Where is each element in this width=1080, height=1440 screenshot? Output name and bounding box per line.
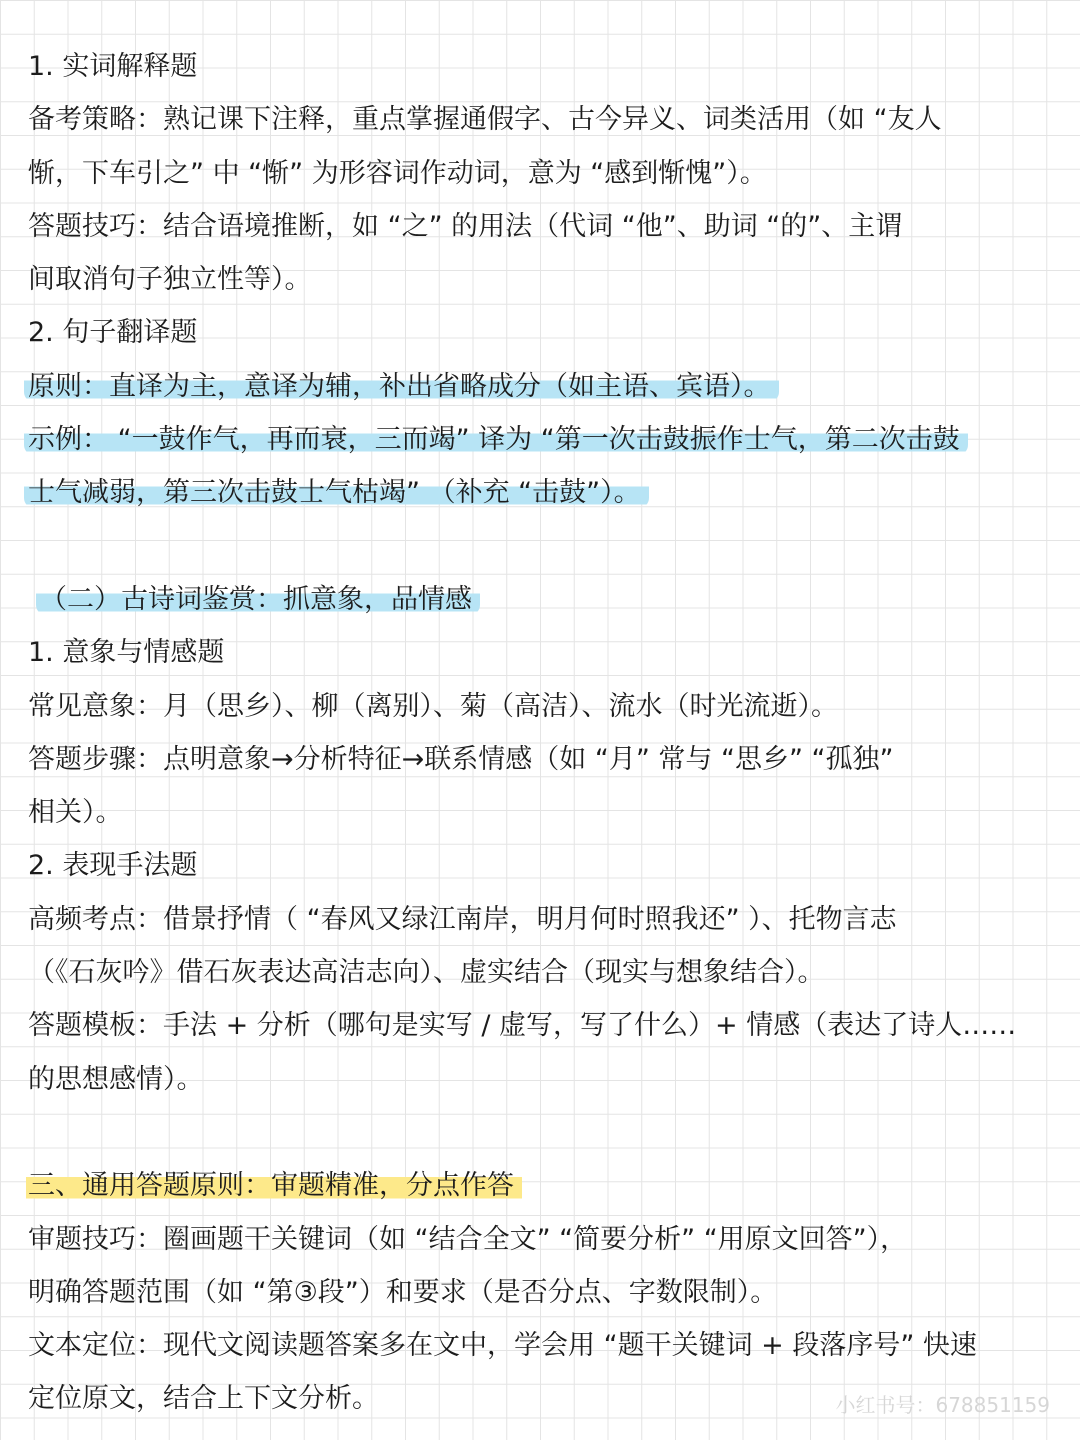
text-line: 惭，下车引之” 中 “惭” 为形容词作动词，意为 “感到惭愧”）。: [28, 157, 767, 189]
section-heading-gushici: （二）古诗词鉴赏：抓意象，品情感: [28, 573, 1058, 626]
text-line: 答题技巧：结合语境推断，如 “之” 的用法（代词 “他”、助词 “的”、主谓: [28, 210, 903, 242]
spacer: [28, 520, 1058, 573]
text-line: 间取消句子独立性等）。: [28, 264, 312, 296]
text-line: 备考策略：熟记课下注释，重点掌握通假字、古今异义、词类活用（如 “友人: [28, 104, 942, 136]
text-line: 定位原文，结合上下文分析。: [28, 1383, 379, 1415]
heading-yixiang: 1. 意象与情感题: [28, 637, 225, 669]
heading-fanyi: 2. 句子翻译题: [28, 317, 198, 349]
text-line: 明确答题范围（如 “第③段”）和要求（是否分点、字数限制）。: [28, 1276, 778, 1308]
text-line: 常见意象：月（思乡）、柳（离别）、菊（高洁）、流水（时光流逝）。: [28, 690, 838, 722]
text-line: 高频考点：借景抒情（ “春风又绿江南岸，明月何时照我还” ）、托物言志: [28, 903, 897, 935]
highlighted-line: 原则：直译为主，意译为辅，补出省略成分（如主语、宾语）。: [28, 360, 1058, 413]
text-line: 相关）。: [28, 797, 123, 829]
section-heading-tongyong: 三、通用答题原则：审题精准，分点作答: [28, 1159, 1058, 1212]
watermark: 小红书号：678851159: [835, 1393, 1050, 1417]
heading-shici: 1. 实词解释题: [28, 51, 198, 82]
heading-shoufa: 2. 表现手法题: [28, 850, 198, 882]
text-line: （《石灰吟》借石灰表达高洁志向）、虚实结合（现实与想象结合）。: [28, 957, 825, 989]
notes-page: [28, 40, 1058, 1426]
text-line: 的思想感情）。: [28, 1063, 204, 1095]
text-line: 审题技巧：圈画题干关键词（如 “结合全文” “简要分析” “用原文回答”），: [28, 1223, 908, 1255]
text-line: 答题模板：手法 + 分析（哪句是实写 / 虚写，写了什么）+ 情感（表达了诗人……: [28, 1010, 1017, 1042]
text-line: 文本定位：现代文阅读题答案多在文中，学会用 “题干关键词 + 段落序号” 快速: [28, 1330, 977, 1362]
spacer: [28, 1106, 1058, 1159]
text-line: 答题步骤：点明意象→分析特征→联系情感（如 “月” 常与 “思乡” “孤独”: [28, 743, 894, 775]
highlighted-line: 示例： “一鼓作气，再而衰，三而竭” 译为 “第一次击鼓振作士气，第二次击鼓: [28, 413, 1058, 466]
highlighted-line: 士气减弱，第三次击鼓士气枯竭” （补充 “击鼓”）。: [28, 466, 1058, 519]
